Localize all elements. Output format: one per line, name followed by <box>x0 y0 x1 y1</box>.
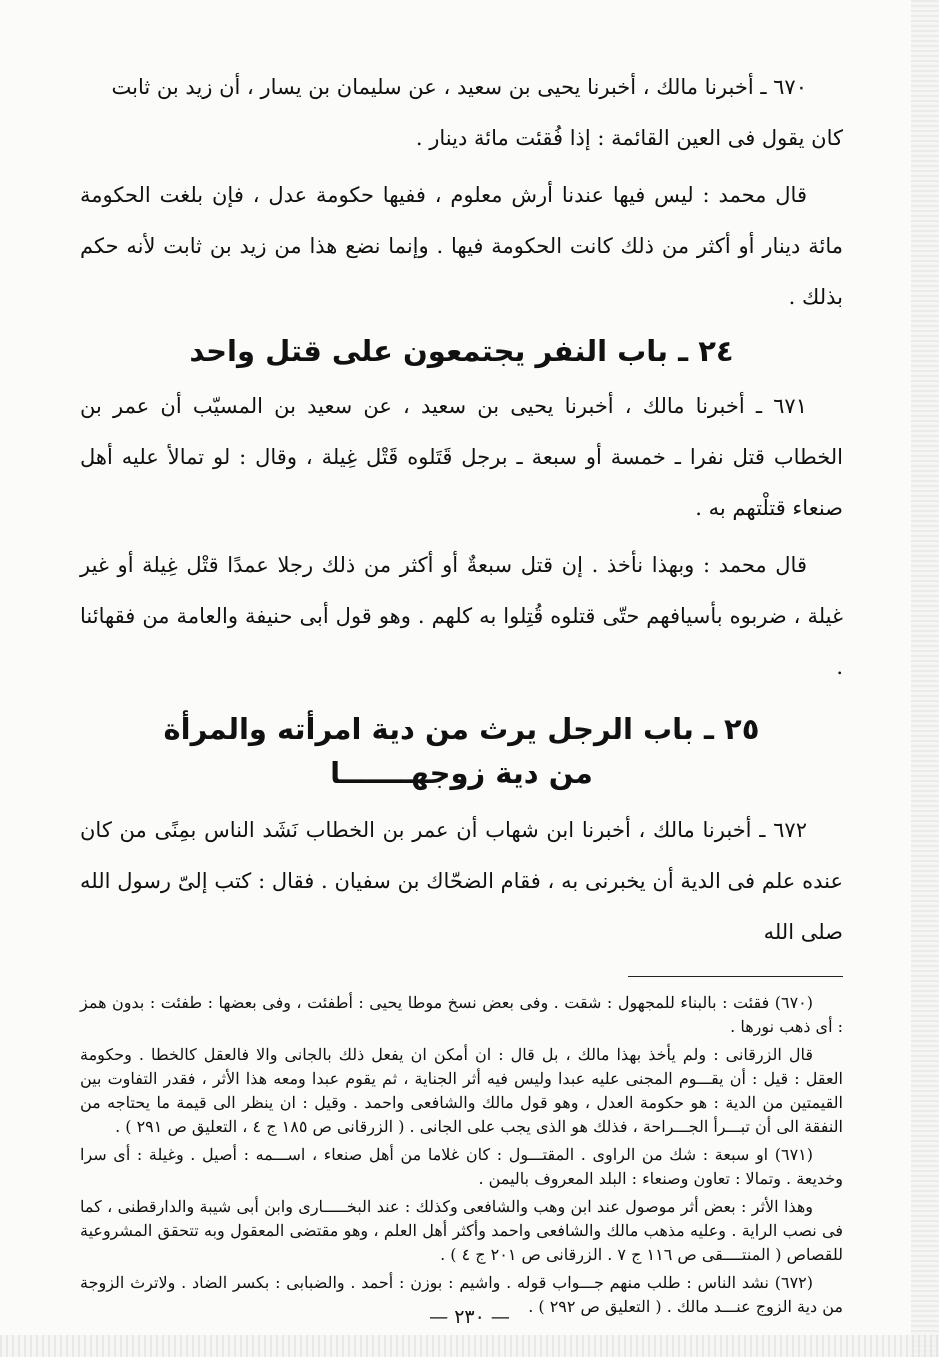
chapter-heading-25-line2: من دية زوجهـــــــا <box>330 756 593 790</box>
page-number: — ٢٣٠ — <box>429 1306 510 1328</box>
page-edge-shadow <box>911 0 939 1357</box>
page-bottom-shadow <box>0 1335 939 1357</box>
commentary-671: قال محمد : وبهذا نأخذ . إن قتل سبعةٌ أو أكثر من ذلك رجلا عمدًا قتْل غِيلة أو غير غيلة ، ضربوه بأسيافهم حتّى قتلوه قُتِلوا به كلهم . وهو قول أبى حنيفة والعامة من فقهائنا . <box>80 553 843 679</box>
footnote-672: (٦٧٢) نشد الناس : طلب منهم جـــواب قوله . واشيم : بوزن : أحمد . والضبابى : بكسر الضاد . ولاترث الزوجة من دية الزوج عنـــد مالك . ( التعليق ص ٢٩٢ ) . <box>80 1273 843 1316</box>
hadith-670-line2: كان يقول فى العين القائمة : إذا فُقئت مائة دينار . <box>415 126 843 150</box>
hadith-671: ٦٧١ ـ أخبرنا مالك ، أخبرنا يحيى بن سعيد ، عن سعيد بن المسيّب أن عمر بن الخطاب قتل نفرا ـ خمسة أو سبعة ـ برجل قَتَلوه قَتْل غِيلة ، وقال : لو تمالأ عليه أهل صنعاء قتلْتهم به . <box>80 394 843 520</box>
chapter-heading-24: ٢٤ ـ باب النفر يجتمعون على قتل واحد <box>189 334 734 368</box>
hadith-672: ٦٧٢ ـ أخبرنا مالك ، أخبرنا ابن شهاب أن عمر بن الخطاب نَشَد الناس بمِنًى من كان عنده علم فى الدية أن يخبرنى به ، فقام الضحّاك بن سفيان . فقال : كتب إلىّ رسول الله صلى الله <box>80 818 843 944</box>
hadith-670 <box>80 62 843 164</box>
footnote-671-athar: وهذا الأثر : بعض أثر موصول عند ابن وهب والشافعى وكذلك : عند البخـــــارى وابن أبى شيبة والدارقطنى ، كما فى نصب الراية . وعليه مذهب مالك والشافعى واحمد وأكثر أهل العلم ، وهو مقتضى المعقول وبه تتحقق المشروعية للقصاص ( المنتــــقى ص ١١٦ ج ٧ . الزرقانى ص ٢٠١ ج ٤ ) . <box>80 1197 843 1264</box>
footnote-separator <box>628 976 843 977</box>
commentary-670: قال محمد : ليس فيها عندنا أرش معلوم ، ففيها حكومة عدل ، فإن بلغت الحكومة مائة دينار أو أكثر من ذلك كانت الحكومة فيها . وإنما نضع هذا من زيد بن ثابت لأنه حكم بذلك . <box>80 183 843 309</box>
page-content <box>80 62 843 1323</box>
footnote-671: (٦٧١) او سبعة : شك من الراوى . المقتـــول : كان غلاما من أهل صنعاء ، اســـمه : أصيل . وغيلة : أى سرا وخديعة . وتمالا : تعاون وصنعاء : البلد المعروف باليمن . <box>80 1145 843 1188</box>
footnotes <box>80 991 843 1319</box>
chapter-heading-25 <box>80 707 843 795</box>
chapter-heading-25-line1: ٢٥ ـ باب الرجل يرث من دية امرأته والمرأة <box>163 712 760 746</box>
footnote-670: (٦٧٠) فقئت : بالبناء للمجهول : شقت . وفى بعض نسخ موطا يحيى : أطفئت ، وفى بعضها : طفئت : بدون همز : أى ذهب نورها . <box>80 993 843 1036</box>
footnote-670-zurqani: قال الزرقانى : ولم يأخذ بهذا مالك ، بل قال : ان أمكن ان يفعل ذلك بالجانى والا فالعقل كالخطا . وحكومة العقل : قيل : أن يقـــوم المجنى عليه عبدا وليس فيه أثر الجناية ، ثم يقوم عبدا ومعه هذا الأثر ، فقدر التفاوت بين القيمتين من الدية : هو حكومة العدل ، وهو قول مالك والشافعى واحمد . وقيل : ان ينظر الى قيمة ما يحتاجه من النفقة الى أن تبـــرأ الجـــراحة ، فذلك هو الذى يجب على الجانى . ( الزرقانى ص ١٨٥ ج ٤ ، التعليق ص ٢٩١ ) . <box>80 1045 843 1136</box>
hadith-670-line1: ٦٧٠ ـ أخبرنا مالك ، أخبرنا يحيى بن سعيد ، عن سليمان بن يسار ، أن زيد بن ثابت <box>111 75 807 99</box>
